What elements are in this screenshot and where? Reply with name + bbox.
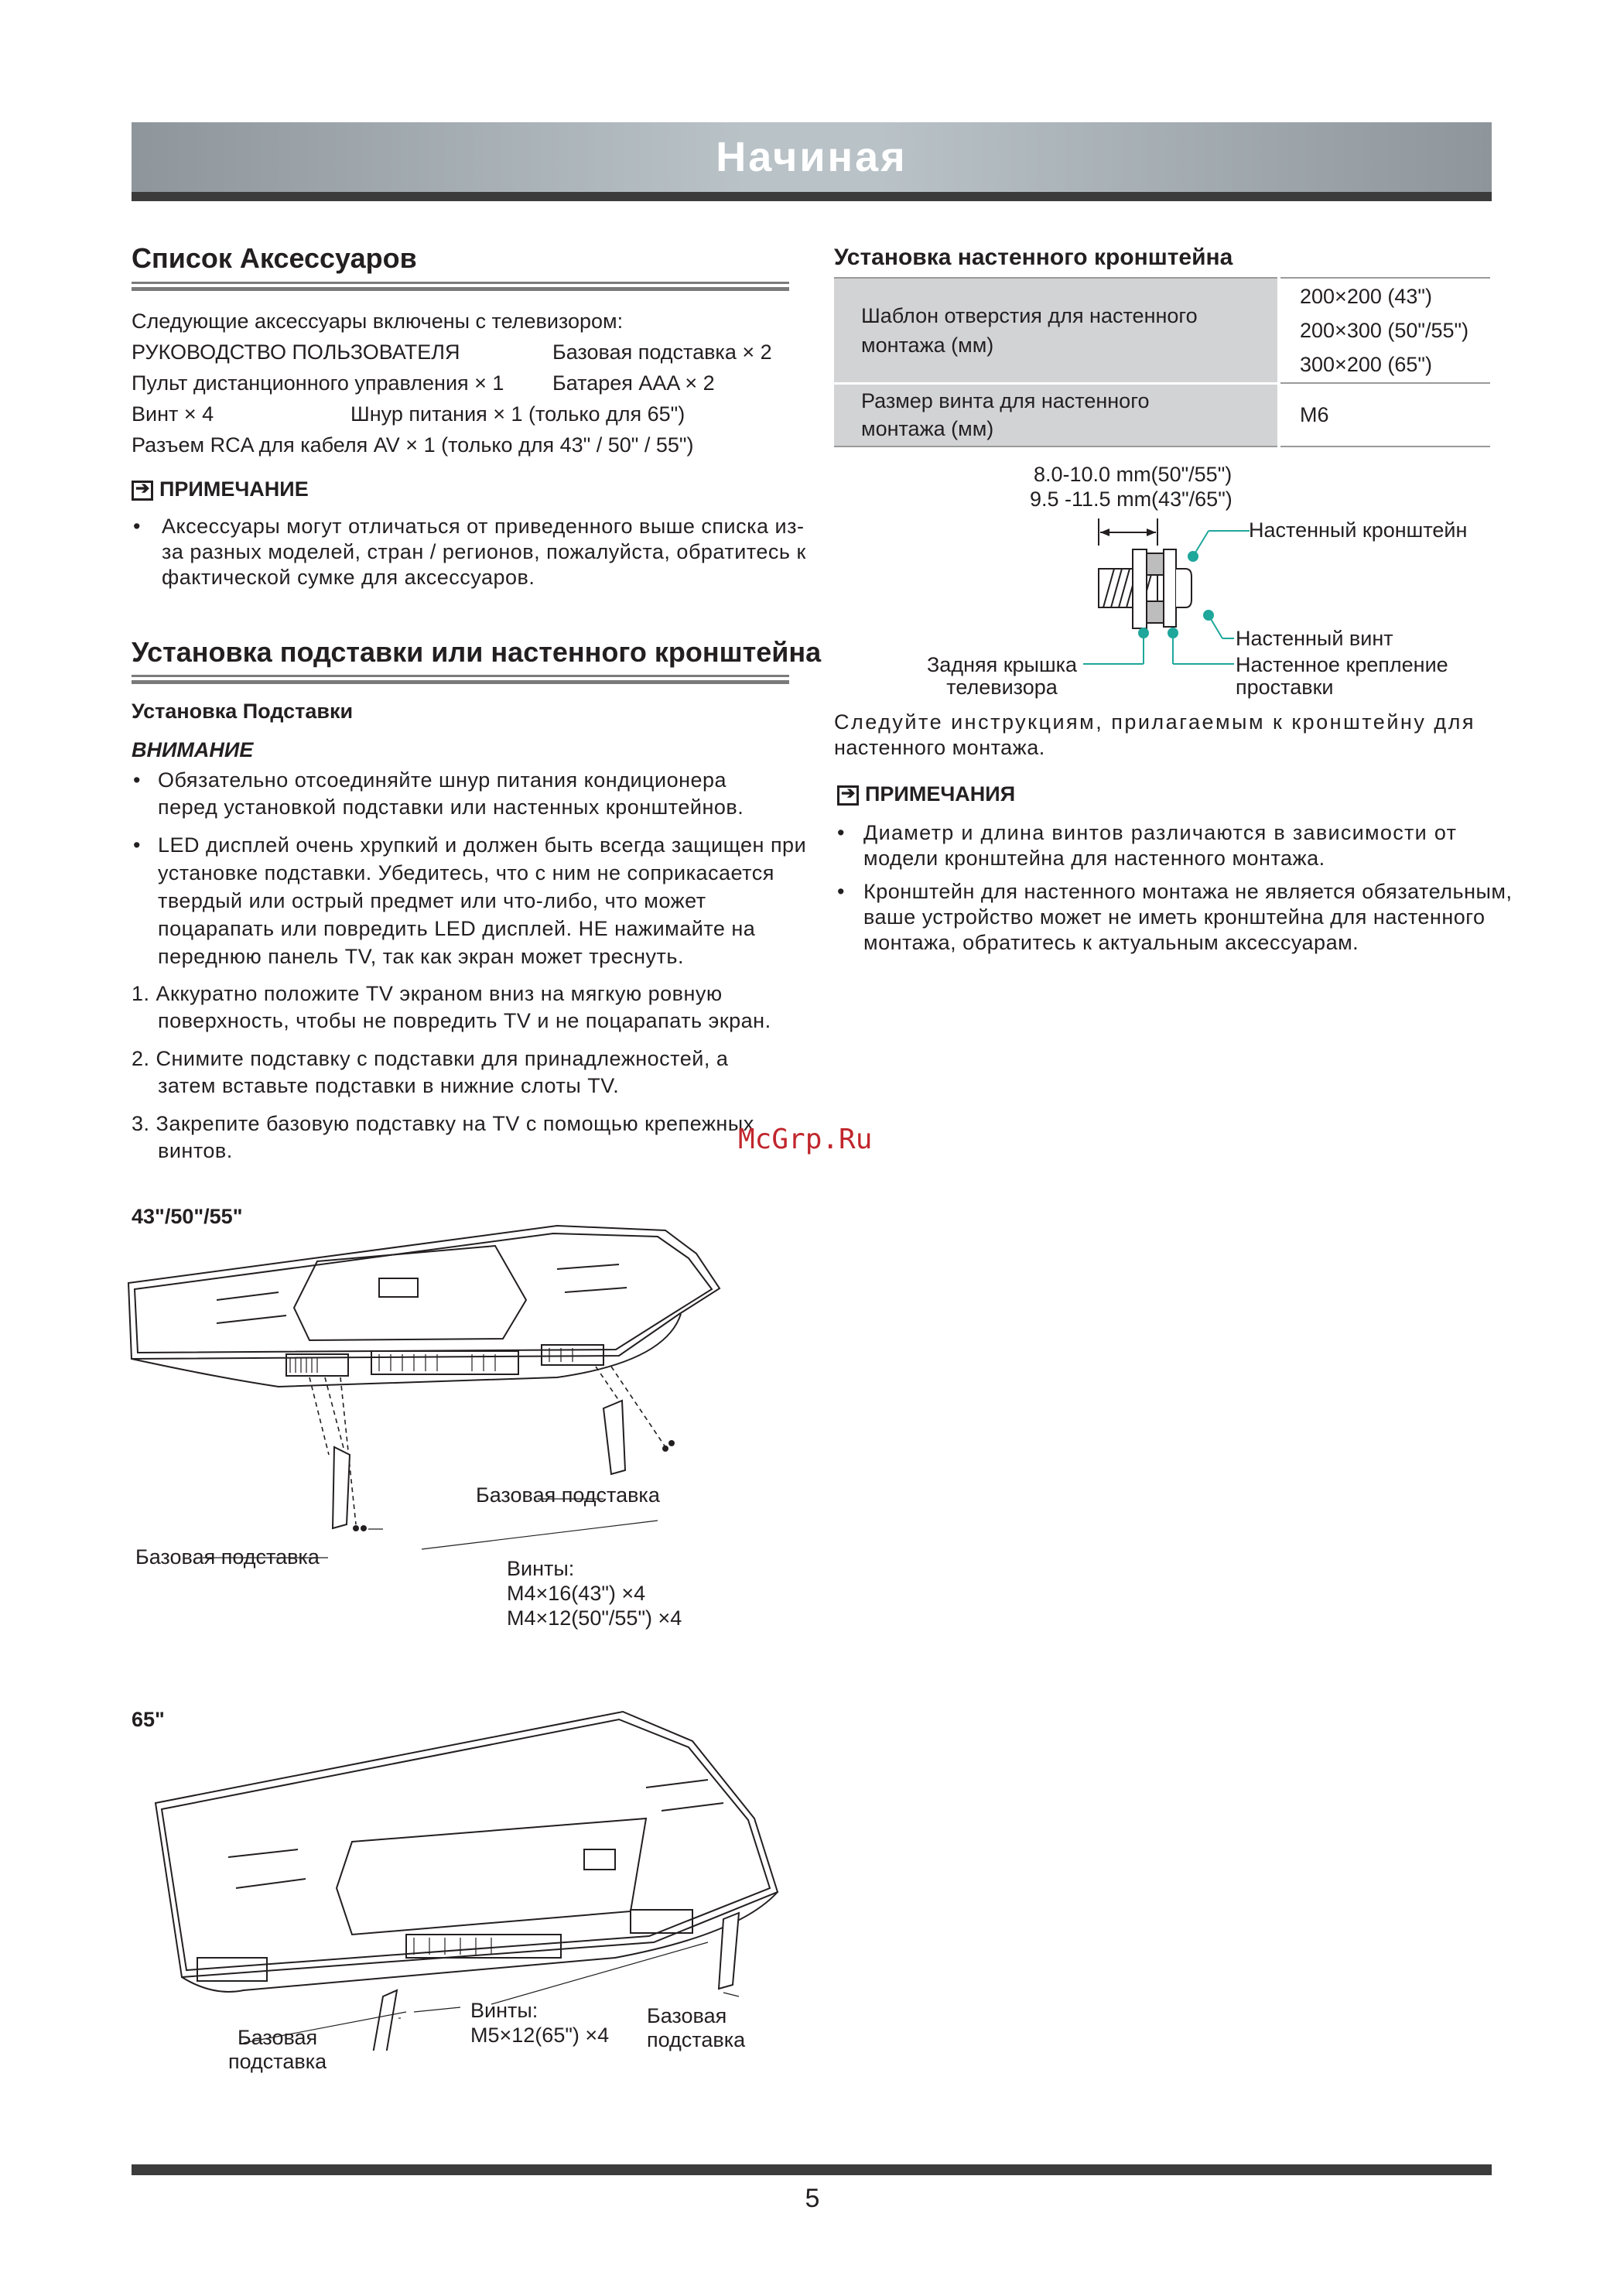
note-text: модели кронштейна для настенного монтажа. (863, 847, 1325, 870)
screw-spec: M4×12(50"/55") ×4 (507, 1606, 682, 1630)
heading-rule (132, 287, 789, 291)
diagram-label-line: Настенное крепление (1236, 653, 1448, 676)
dimension-label: 8.0-10.0 mm(50"/55") (1034, 463, 1233, 486)
spec-value: 300×200 (65") (1300, 353, 1432, 376)
step-text: винтов. (158, 1139, 233, 1162)
note-text: за разных моделей, стран / регионов, пожалуйста, обратитесь к (162, 540, 806, 563)
bullet-icon: • (133, 833, 141, 857)
diagram-label: Настенный кронштейн (1249, 518, 1468, 542)
warning-text: перед установкой подставки или настенных кронштейнов. (158, 795, 744, 819)
accessory-item: Винт × 4 (132, 402, 214, 426)
warning-text: переднюю панель TV, так как экран может треснуть. (158, 945, 684, 968)
page-number: 5 (805, 2184, 820, 2213)
wall-spec-table (834, 277, 1490, 447)
screws-label (470, 1998, 609, 2048)
warning-text: поцарапать или повредить LED дисплей. НЕ нажимайте на (158, 917, 756, 940)
accessory-item: Батарея AAA × 2 (552, 371, 715, 395)
step-text: 1. Аккуратно положите TV экраном вниз на мягкую ровную (132, 982, 723, 1005)
note-arrow-icon (132, 481, 153, 501)
note-text: Диаметр и длина винтов различаются в зависимости от (863, 821, 1458, 844)
diagram-label-line: телевизора (946, 676, 1058, 699)
accessory-item: Пульт дистанционного управления × 1 (132, 371, 504, 395)
spec-label: монтажа (мм) (861, 333, 994, 357)
stand-label: Базовая подставка (135, 1545, 320, 1569)
bullet-icon: • (133, 515, 141, 538)
stand-label (228, 2026, 327, 2074)
spec-label-cell (834, 278, 1279, 383)
accessories-intro: Следующие аксессуары включены с телевизором: (132, 310, 624, 333)
step-text: поверхность, чтобы не повредить TV и не поцарапать экран. (158, 1009, 771, 1032)
diagram-label-line: Задняя крышка (927, 653, 1078, 676)
bullet-icon: • (837, 880, 845, 903)
spec-value-cell (1279, 383, 1490, 446)
note-arrow-icon (837, 785, 859, 806)
figure-title: 43"/50"/55" (132, 1205, 243, 1228)
screws-title: Винты: (470, 1999, 538, 2022)
screws-label (507, 1556, 682, 1630)
spec-label: Шаблон отверстия для настенного (861, 303, 1198, 327)
tv-stand-illustration-small (124, 1215, 789, 1586)
header-rule (132, 192, 1492, 201)
note-text: ваше устройство может не иметь кронштейна для настенного (863, 905, 1486, 929)
diagram-label-line: проставки (1236, 676, 1334, 699)
step-text: 3. Закрепите базовую подставку на TV с помощью крепежных (132, 1112, 754, 1135)
stand-label-line: подставка (647, 2028, 746, 2051)
dimension-label: 9.5 -11.5 mm(43"/65") (1030, 488, 1233, 511)
figure-title: 65" (132, 1708, 165, 1731)
accessory-item: Разъем RCA для кабеля AV × 1 (только для 43" / 50" / 55") (132, 433, 694, 457)
screw-spec: M4×16(43") ×4 (507, 1582, 646, 1605)
wall-heading: Установка настенного кронштейна (834, 245, 1233, 270)
accessories-heading: Список Аксессуаров (132, 242, 417, 274)
step-text: затем вставьте подставки в нижние слоты TV. (158, 1074, 620, 1097)
notes-title: ПРИМЕЧАНИЯ (865, 782, 1016, 806)
heading-rule (132, 680, 789, 684)
diagram-label (927, 654, 1077, 699)
heading-rule (132, 282, 789, 284)
warning-heading: ВНИМАНИЕ (132, 738, 254, 761)
heading-rule (132, 675, 789, 677)
install-subheading: Установка Подставки (132, 700, 354, 723)
follow-text: настенного монтажа. (834, 736, 1045, 759)
page-title: Начиная (716, 134, 908, 180)
spec-label: монтажа (мм) (861, 417, 994, 441)
follow-text: Следуйте инструкциям, прилагаемым к кронштейну для (834, 710, 1475, 734)
spec-value: 200×200 (43") (1300, 285, 1432, 308)
bullet-icon: • (837, 821, 845, 844)
screw-spec: M5×12(65") ×4 (470, 2024, 610, 2047)
stand-label (647, 2004, 745, 2052)
notes-heading (837, 782, 1015, 806)
accessory-item: Базовая подставка × 2 (552, 340, 772, 364)
accessory-item: Шнур питания × 1 (только для 65") (350, 402, 685, 426)
spec-value-cell (1279, 278, 1490, 383)
watermark: McGrp.Ru (738, 1124, 873, 1155)
accessory-item: РУКОВОДСТВО ПОЛЬЗОВАТЕЛЯ (132, 340, 460, 364)
stand-label: Базовая подставка (476, 1483, 660, 1507)
warning-text: LED дисплей очень хрупкий и должен быть всегда защищен при (158, 833, 807, 857)
spec-value: 200×300 (50"/55") (1300, 319, 1469, 342)
warning-text: установке подставки. Убедитесь, что с ним не соприкасается (158, 861, 774, 884)
note-text: Аксессуары могут отличаться от приведенного выше списка из- (162, 515, 805, 538)
step-text: 2. Снимите подставку с подставки для принадлежностей, а (132, 1047, 729, 1070)
note-heading (132, 477, 309, 501)
stand-label-line: Базовая (647, 2004, 727, 2027)
footer-rule (132, 2164, 1492, 2175)
stand-label-line: Базовая (237, 2026, 318, 2049)
spec-value: M6 (1300, 402, 1329, 426)
diagram-label (1236, 654, 1448, 699)
note-text: фактической сумке для аксессуаров. (162, 566, 535, 589)
install-heading: Установка подставки или настенного кронштейна (132, 636, 822, 668)
note-title: ПРИМЕЧАНИЕ (159, 477, 309, 501)
note-text: Кронштейн для настенного монтажа не является обязательным, (863, 880, 1513, 903)
warning-text: твердый или острый предмет или что-либо, что может (158, 889, 706, 912)
spec-label: Размер винта для настенного (861, 389, 1150, 413)
warning-text: Обязательно отсоединяйте шнур питания кондиционера (158, 768, 727, 792)
diagram-label: Настенный винт (1236, 627, 1393, 650)
stand-label-line: подставка (228, 2050, 327, 2073)
bullet-icon: • (133, 768, 141, 792)
screws-title: Винты: (507, 1557, 575, 1580)
spec-label-cell (834, 383, 1279, 446)
note-text: монтажа, обратитесь к актуальным аксессуарам. (863, 931, 1359, 954)
